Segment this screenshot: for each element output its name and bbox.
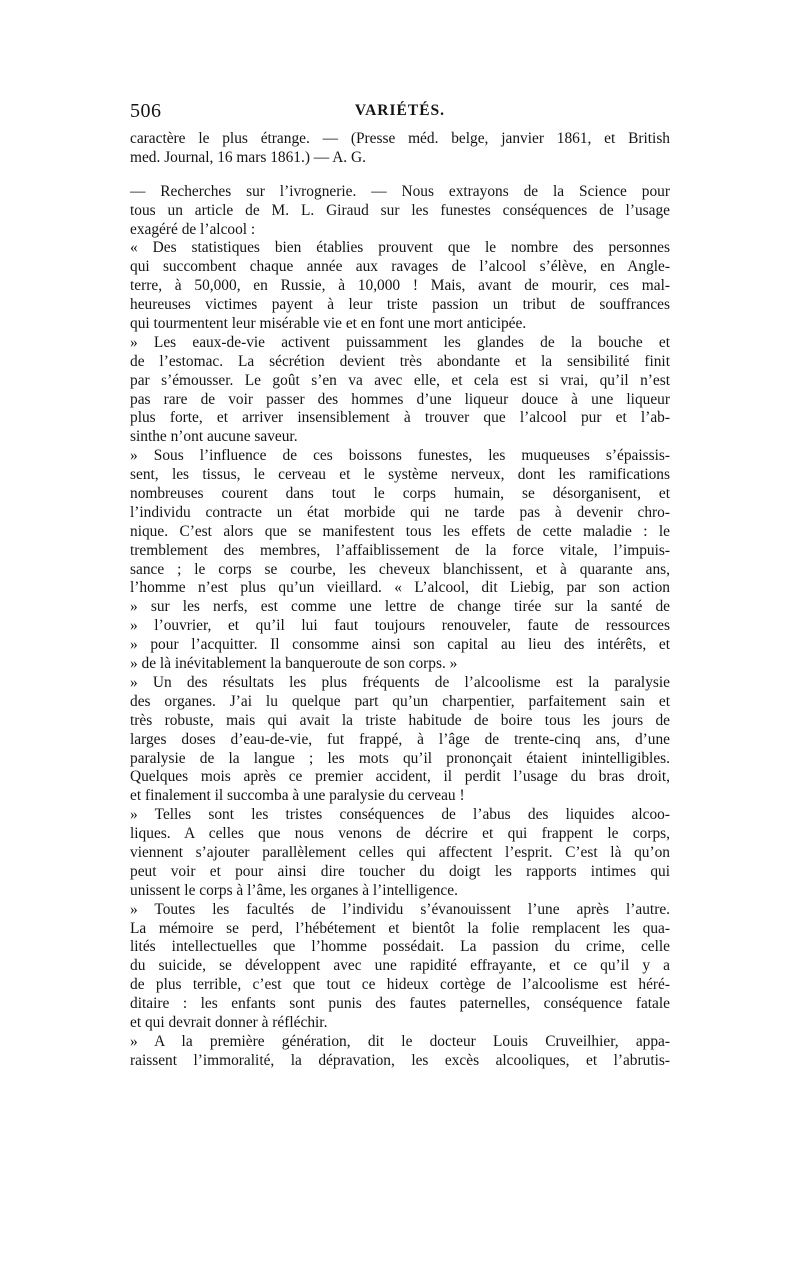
text-line: Quelques mois après ce premier accident, il perdit l’usage du bras droit,	[130, 768, 670, 786]
text-line: terre, à 50,000, en Russie, à 10,000 ! Mais, avant de mourir, ces mal-	[130, 277, 670, 295]
text-line: » Un des résultats les plus fréquents de l’alcoolisme est la paralysie	[130, 673, 670, 691]
text-line: ditaire : les enfants sont punis des fautes paternelles, conséquence fatale	[130, 995, 670, 1013]
text-line: peut voir et pour ainsi dire toucher du doigt les rapports intimes qui	[130, 862, 670, 880]
text-line: sent, les tissus, le cerveau et le système nerveux, dont les ramifications	[130, 466, 670, 484]
text-line: sinthe n’ont aucune saveur.	[130, 428, 298, 446]
text-line: caractère le plus étrange. — (Presse méd. belge, janvier 1861, et British	[130, 130, 670, 147]
text-line: » l’ouvrier, et qu’il lui faut toujours renouveler, faute de ressources	[130, 617, 670, 635]
text-line: La mémoire se perd, l’hébétement et bientôt la folie remplacent les qua-	[130, 919, 670, 937]
text-line: l’individu contracte un état morbide qui ne tarde pas à devenir chro-	[130, 503, 670, 521]
text-line: raissent l’immoralité, la dépravation, les excès alcooliques, et l’abrutis-	[130, 1051, 670, 1069]
text-line: des organes. J’ai lu quelque part qu’un charpentier, parfaitement sain et	[130, 692, 670, 710]
text-line: de plus terrible, c’est que tout ce hideux cortège de l’alcoolisme est héré-	[130, 976, 670, 994]
text-line: » A la première génération, dit le docteur Louis Cruveilhier, appa-	[130, 1032, 670, 1050]
text-line: unissent le corps à l’âme, les organes à l’intelligence.	[130, 881, 458, 899]
text-line: » de là inévitablement la banqueroute de son corps. »	[130, 655, 458, 673]
page-number: 506	[130, 100, 162, 122]
text-line: par s’émousser. Le goût s’en va avec elle, et cela est si vrai, qu’il n’est	[130, 371, 670, 389]
text-line: » Telles sont les tristes conséquences de l’abus des liquides alcoo-	[130, 806, 670, 824]
text-line: nombreuses courent dans tout le corps humain, se désorganisent, et	[130, 485, 670, 503]
text-line: de l’estomac. La sécrétion devient très abondante et la sensibilité finit	[130, 352, 670, 370]
running-title: VARIÉTÉS.	[354, 102, 446, 119]
text-line: larges doses d’eau-de-vie, fut frappé, à l’âge de trente-cinq ans, d’une	[130, 730, 670, 748]
text-line: » Les eaux-de-vie activent puissamment les glandes de la bouche et	[130, 333, 670, 351]
text-line: » Sous l’influence de ces boissons funestes, les muqueuses s’épaissis-	[130, 447, 670, 465]
text-line: du suicide, se développent avec une rapidité effrayante, et ce qu’il y a	[130, 957, 670, 975]
text-line: et finalement il succomba à une paralysie du cerveau !	[130, 787, 465, 805]
text-line: très robuste, mais qui avait la triste habitude de boire tous les jours de	[130, 711, 670, 729]
text-line: paralysie de la langue ; les mots qu’il prononçait étaient inintelligibles.	[130, 749, 670, 767]
text-line: » pour l’acquitter. Il consomme ainsi son capital au lieu des intérêts, et	[130, 636, 670, 654]
text-line: tous un article de M. L. Giraud sur les funestes conséquences de l’usage	[130, 201, 670, 219]
text-line: » sur les nerfs, est comme une lettre de change tirée sur la santé de	[130, 598, 670, 616]
text-line: qui tourmentent leur misérable vie et en font une mort anticipée.	[130, 315, 527, 333]
text-line: « Des statistiques bien établies prouvent que le nombre des personnes	[130, 239, 670, 257]
text-line: — Recherches sur l’ivrognerie. — Nous extrayons de la Science pour	[130, 182, 670, 200]
text-line: lités intellectuelles que l’homme possédait. La passion du crime, celle	[130, 938, 670, 956]
text-line: plus forte, et arriver insensiblement à trouver que l’alcool pur et l’ab-	[130, 409, 670, 427]
text-line: » Toutes les facultés de l’individu s’évanouissent l’une après l’autre.	[130, 900, 670, 918]
page-header	[130, 100, 670, 124]
text-line: heureuses victimes payent à leur triste passion un tribut de souffrances	[130, 296, 670, 314]
text-line: nique. C’est alors que se manifestent tous les effets de cette maladie : le	[130, 522, 670, 540]
text-line: l’homme n’est plus qu’un vieillard. « L’alcool, dit Liebig, par son action	[130, 579, 670, 597]
text-line: viennent s’ajouter parallèlement celles qui affectent l’esprit. C’est là qu’on	[130, 843, 670, 861]
article-text	[130, 130, 670, 1071]
text-line: med. Journal, 16 mars 1861.) — A. G.	[130, 148, 366, 166]
paragraph-gap	[130, 168, 670, 183]
text-line: liques. A celles que nous venons de décrire et qui frappent le corps,	[130, 825, 670, 843]
text-line: et qui devrait donner à réfléchir.	[130, 1013, 328, 1031]
text-line: pas rare de voir passer des hommes d’une liqueur douce à une liqueur	[130, 390, 670, 408]
text-line: qui succombent chaque année aux ravages de l’alcool s’élève, en Angle-	[130, 258, 670, 276]
text-line: tremblement des membres, l’affaiblissement de la force vitale, l’impuis-	[130, 541, 670, 559]
text-line: sance ; le corps se courbe, les cheveux blanchissent, et à quarante ans,	[130, 560, 670, 578]
text-line: exagéré de l’alcool :	[130, 220, 256, 238]
